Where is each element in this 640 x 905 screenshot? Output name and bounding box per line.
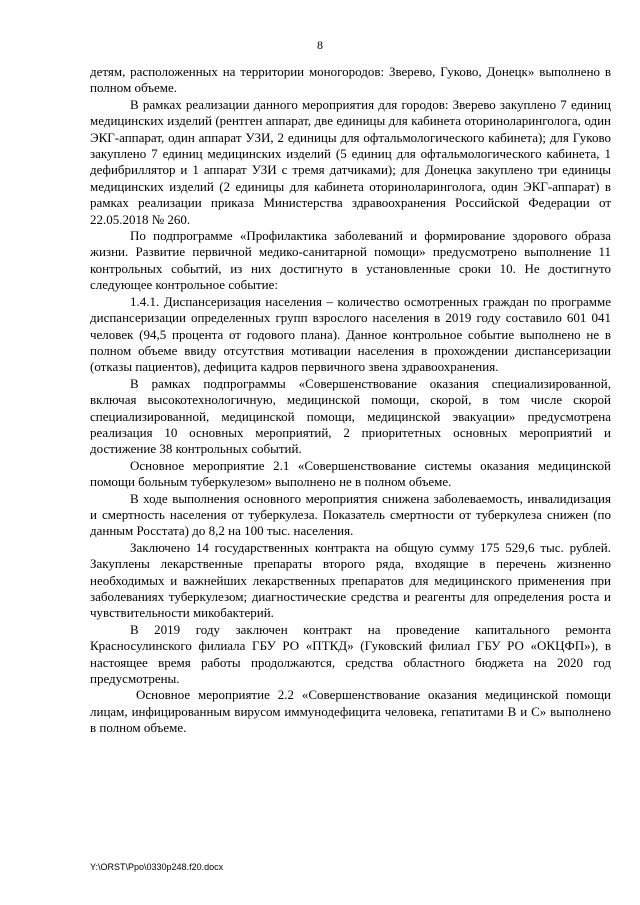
- paragraph-dispanserization: 1.4.1. Диспансеризация населения – количество осмотренных граждан по программе диспансеризации определенных групп взрослого населения в 2019 году составило 601 041 человек (94,5 процента от годового плана). Данное контрольное событие выполнено не в полном объеме ввиду отсутствия мотивации населения в прохождении диспансеризации (отказы пациентов), дефицита кадров первичного звена здравоохранения.: [90, 293, 611, 375]
- page-number: 8: [317, 38, 323, 52]
- paragraph-specialized-care-subprogram: В рамках подпрограммы «Совершенствование оказания специализированной, включая высокотехнологичную, медицинской помощи, скорой, в том числе скорой специализированной, медицинской помощи, медицинской эвакуации» предусмотрена реализация 10 основных мероприятий, 2 приоритетных основных мероприятий и достижение 38 контрольных событий.: [90, 375, 611, 457]
- paragraph-continuation: детям, расположенных на территории моногородов: Зверево, Гуково, Донецк» выполнено в полном объеме.: [90, 64, 611, 96]
- paragraph-prevention-subprogram: По подпрограмме «Профилактика заболеваний и формирование здорового образа жизни. Развитие первичной медико-санитарной помощи» предусмотрено выполнение 11 контрольных событий, из них достигнуто в установленные сроки 10. Не достигнуто следующее контрольное событие:: [90, 228, 611, 293]
- body-text: [90, 64, 611, 737]
- paragraph-repair-contract: В 2019 году заключен контракт на проведение капитального ремонта Красносулинского филиала ГБУ РО «ПТКД» (Гуковский филиал ГБУ РО «ОКЦФП»), в настоящее время работы продолжаются, средства областного бюджета на 2020 год предусмотрены.: [90, 621, 611, 687]
- paragraph-measure-2-2: Основное мероприятие 2.2 «Совершенствование оказания медицинской помощи лицам, инфицированным вирусом иммунодефицита человека, гепатитами В и С» выполнено в полном объеме.: [90, 687, 611, 736]
- paragraph-contracts: Заключено 14 государственных контракта на общую сумму 175 529,6 тыс. рублей. Закуплены лекарственные препараты второго ряда, входящие в перечень жизненно необходимых и важнейших лекарственных препаратов для медицинского применения при заболеваниях туберкулезом; диагностические средства и реагенты для определения роста и чувствительности микобактерий.: [90, 539, 611, 621]
- paragraph-tuberculosis-results: В ходе выполнения основного мероприятия снижена заболеваемость, инвалидизация и смертность населения от туберкулеза. Показатель смертности от туберкулеза снижен (по данным Росстата) до 8,2 на 100 тыс. населения.: [90, 490, 611, 539]
- footer-file-path: Y:\ORST\Ppo\0330p248.f20.docx: [90, 862, 224, 872]
- paragraph-measure-2-1: Основное мероприятие 2.1 «Совершенствование системы оказания медицинской помощи больным туберкулезом» выполнено не в полном объеме.: [90, 457, 611, 490]
- paragraph-equipment-purchase: В рамках реализации данного мероприятия для городов: Зверево закуплено 7 единиц медицинских изделий (рентген аппарат, две единицы для кабинета оториноларинголога, один ЭКГ-аппарат, один аппарат УЗИ, 2 единицы для офтальмологического кабинета); для Гуково закуплено 7 единиц медицинских изделий (5 единиц для офтальмологического кабинета, 1 дефибриллятор и 1 аппарат УЗИ с тремя датчиками); для Донецка закуплено три единицы медицинских изделий (2 единицы для кабинета оториноларинголога, один ЭКГ-аппарат) в рамках реализации приказа Министерства здравоохранения Российской Федерации от 22.05.2018 № 260.: [90, 96, 611, 227]
